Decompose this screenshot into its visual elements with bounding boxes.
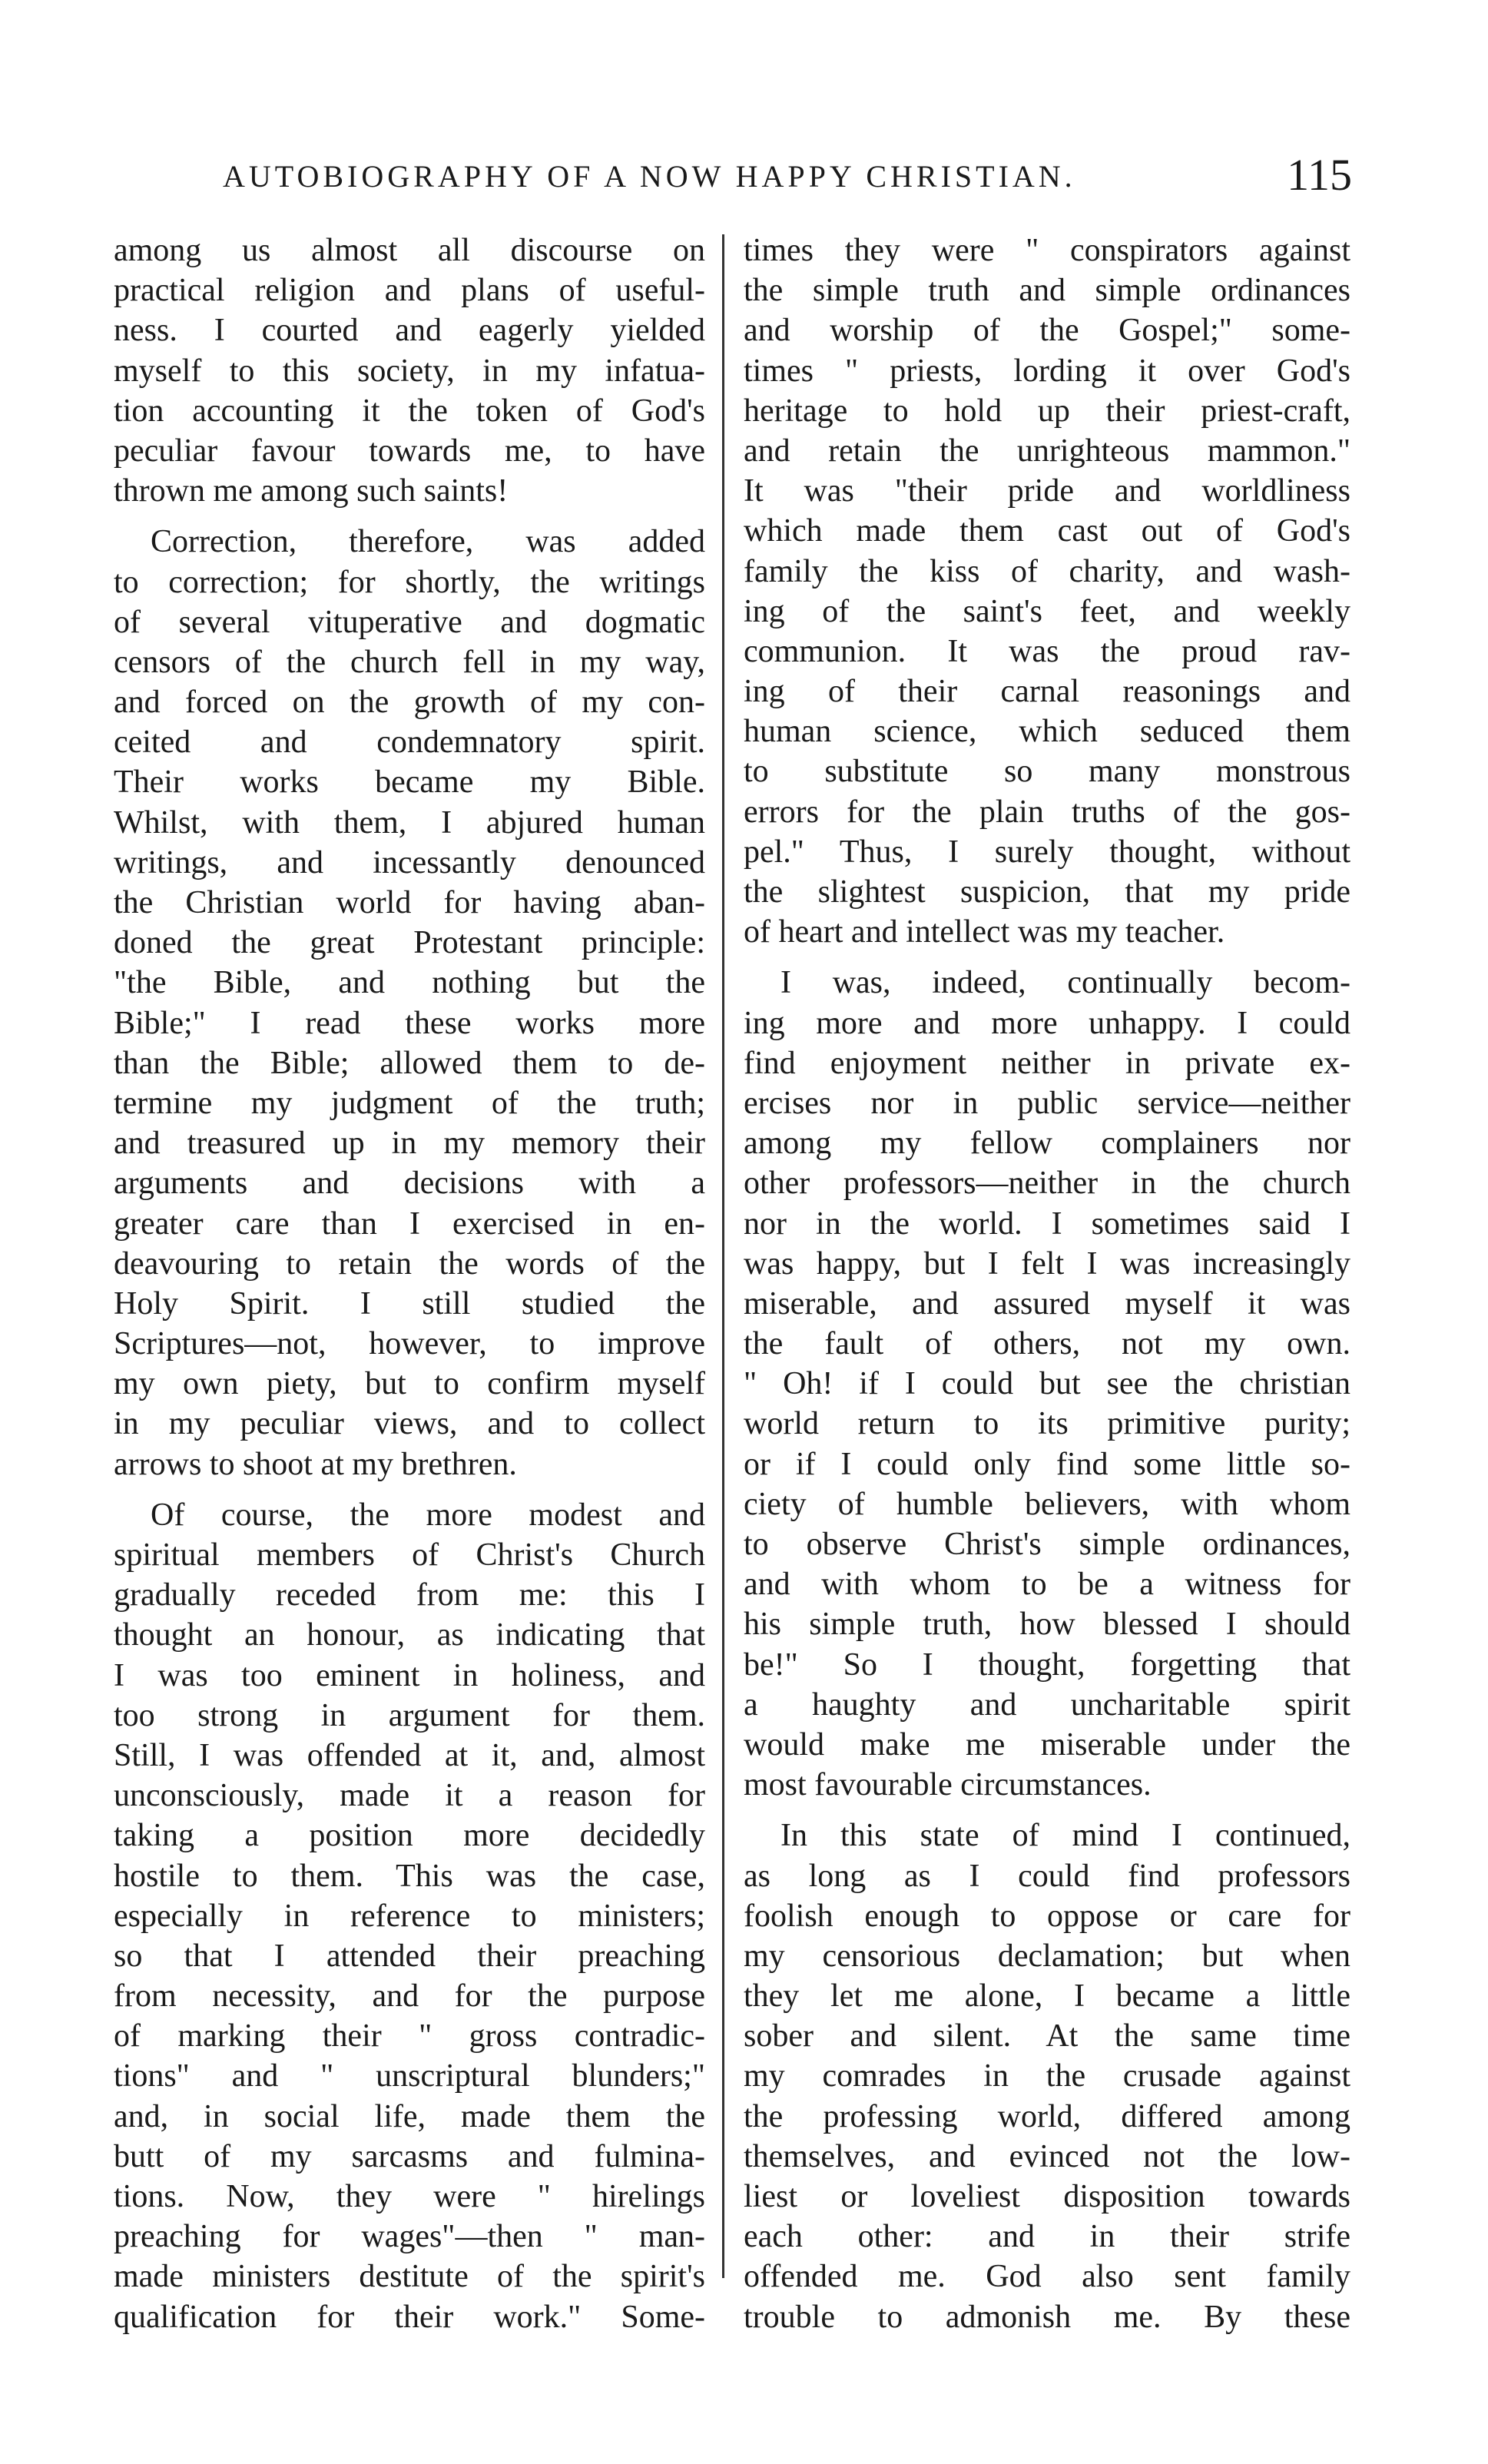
text-line: or if I could only find some little so- [744, 1446, 1350, 1482]
text-line: than the Bible; allowed them to de- [114, 1045, 705, 1081]
text-line: of marking their " gross contradic- [114, 2018, 705, 2054]
text-line: my censorious declamation; but when [744, 1938, 1350, 1974]
text-line: a haughty and uncharitable spirit [744, 1686, 1350, 1723]
text-line: In this state of mind I continued, [780, 1818, 1350, 1854]
text-line: taking a position more decidedly [114, 1818, 705, 1854]
text-line: thought an honour, as indicating that [114, 1617, 705, 1653]
text-line: to correction; for shortly, the writings [114, 564, 705, 600]
text-line: spiritual members of Christ's Church [114, 1537, 705, 1573]
text-line: offended me. God also sent family [744, 2259, 1350, 2295]
text-line: gradually receded from me: this I [114, 1577, 705, 1613]
text-line: especially in reference to ministers; [114, 1898, 705, 1934]
text-line: Bible;" I read these works more [114, 1005, 705, 1041]
text-line: made ministers destitute of the spirit's [114, 2259, 705, 2295]
text-line: they let me alone, I became a little [744, 1978, 1350, 2015]
text-line: Scriptures—not, however, to improve [114, 1326, 705, 1362]
text-line: in my peculiar views, and to collect [114, 1406, 705, 1442]
running-header [223, 150, 1352, 215]
text-line: to substitute so many monstrous [744, 754, 1350, 790]
text-line: ceited and condemnatory spirit. [114, 725, 705, 761]
text-line: nor in the world. I sometimes said I [744, 1205, 1350, 1242]
text-line: and worship of the Gospel;" some- [744, 313, 1350, 349]
text-line: liest or loveliest disposition towards [744, 2179, 1350, 2214]
text-line: I was, indeed, continually becom- [780, 965, 1350, 1001]
text-line: Correction, therefore, was added [151, 524, 705, 560]
text-line: and with whom to be a witness for [744, 1567, 1350, 1603]
text-line: among us almost all discourse on [114, 233, 705, 268]
text-line: unconsciously, made it a reason for [114, 1778, 705, 1814]
text-line: Still, I was offended at it, and, almost [114, 1737, 705, 1773]
text-line: preaching for wages"—then " man- [114, 2219, 705, 2255]
text-line: of several vituperative and dogmatic [114, 604, 705, 640]
text-line: themselves, and evinced not the low- [744, 2138, 1350, 2174]
text-line: I was too eminent in holiness, and [114, 1657, 705, 1693]
text-line: of heart and intellect was my teacher. [744, 914, 1225, 950]
text-line: was happy, but I felt I was increasingly [744, 1245, 1350, 1282]
text-line: world return to its primitive purity; [744, 1406, 1350, 1442]
text-line: ness. I courted and eagerly yielded [114, 313, 705, 349]
text-line: deavouring to retain the words of the [114, 1245, 705, 1282]
text-line: times " priests, lording it over God's [744, 353, 1350, 389]
text-line: from necessity, and for the purpose [114, 1978, 705, 2015]
text-line: Holy Spirit. I still studied the [114, 1285, 705, 1322]
text-line: and forced on the growth of my con- [114, 685, 705, 721]
text-line: Of course, the more modest and [151, 1497, 705, 1533]
text-line: the professing world, differed among [744, 2098, 1350, 2134]
text-line: Their works became my Bible. [114, 764, 705, 801]
text-line: each other: and in their strife [744, 2219, 1350, 2255]
text-line: too strong in argument for them. [114, 1697, 705, 1733]
text-line: miserable, and assured myself it was [744, 1285, 1350, 1322]
text-line: doned the great Protestant principle: [114, 925, 705, 961]
text-line: family the kiss of charity, and wash- [744, 553, 1350, 589]
text-line: greater care than I exercised in en- [114, 1205, 705, 1242]
column-divider [722, 234, 724, 2278]
text-line: my comrades in the crusade against [744, 2058, 1350, 2094]
text-line: and treasured up in my memory their [114, 1126, 705, 1162]
text-line: ing more and more unhappy. I could [744, 1005, 1350, 1041]
text-line: among my fellow complainers nor [744, 1126, 1350, 1162]
text-line: qualification for their work." Some- [114, 2299, 705, 2335]
text-line: times they were " conspirators against [744, 233, 1350, 268]
text-line: "the Bible, and nothing but the [114, 965, 705, 1001]
text-line: myself to this society, in my infatua- [114, 353, 705, 389]
text-line: so that I attended their preaching [114, 1938, 705, 1974]
page-number: 115 [1287, 150, 1352, 200]
text-line: hostile to them. This was the case, [114, 1858, 705, 1894]
text-line: and, in social life, made them the [114, 2098, 705, 2134]
text-line: the simple truth and simple ordinances [744, 273, 1350, 309]
text-line: writings, and incessantly denounced [114, 844, 705, 880]
text-line: ing of their carnal reasonings and [744, 674, 1350, 710]
text-line: ing of the saint's feet, and weekly [744, 593, 1350, 629]
text-line: arrows to shoot at my brethren. [114, 1446, 517, 1482]
text-line: trouble to admonish me. By these [744, 2299, 1350, 2335]
text-line: peculiar favour towards me, to have [114, 433, 705, 469]
text-line: which made them cast out of God's [744, 513, 1350, 549]
text-line: as long as I could find professors [744, 1858, 1350, 1894]
text-line: the fault of others, not my own. [744, 1326, 1350, 1362]
text-line: the Christian world for having aban- [114, 885, 705, 920]
text-line: the slightest suspicion, that my pride [744, 874, 1350, 910]
running-title: AUTOBIOGRAPHY OF A NOW HAPPY CHRISTIAN. [223, 159, 1076, 194]
text-line: other professors—neither in the church [744, 1166, 1350, 1202]
text-line: find enjoyment neither in private ex- [744, 1045, 1350, 1081]
text-line: arguments and decisions with a [114, 1166, 705, 1202]
text-line: " Oh! if I could but see the christian [744, 1366, 1350, 1402]
text-line: censors of the church fell in my way, [114, 644, 705, 680]
text-line: practical religion and plans of useful- [114, 273, 705, 309]
text-line: and retain the unrighteous mammon." [744, 433, 1350, 469]
text-line: human science, which seduced them [744, 714, 1350, 750]
text-line: his simple truth, how blessed I should [744, 1607, 1350, 1643]
text-line: termine my judgment of the truth; [114, 1085, 705, 1121]
text-line: Whilst, with them, I abjured human [114, 804, 705, 841]
text-line: It was "their pride and worldliness [744, 473, 1350, 509]
text-line: tions" and " unscriptural blunders;" [114, 2058, 705, 2094]
text-line: ercises nor in public service—neither [744, 1085, 1350, 1121]
text-line: heritage to hold up their priest-craft, [744, 393, 1350, 429]
text-line: sober and silent. At the same time [744, 2018, 1350, 2054]
text-line: errors for the plain truths of the gos- [744, 794, 1350, 830]
text-line: would make me miserable under the [744, 1726, 1350, 1763]
text-line: butt of my sarcasms and fulmina- [114, 2138, 705, 2174]
text-line: tions. Now, they were " hirelings [114, 2179, 705, 2214]
text-line: my own piety, but to confirm myself [114, 1366, 705, 1402]
text-line: foolish enough to oppose or care for [744, 1898, 1350, 1934]
text-line: ciety of humble believers, with whom [744, 1486, 1350, 1522]
text-line: most favourable circumstances. [744, 1767, 1152, 1803]
text-line: pel." Thus, I surely thought, without [744, 834, 1350, 870]
text-line: thrown me among such saints! [114, 473, 509, 509]
text-line: be!" So I thought, forgetting that [744, 1647, 1350, 1683]
right-text-column [744, 230, 1350, 2382]
left-text-column [114, 230, 705, 2382]
text-line: communion. It was the proud rav- [744, 633, 1350, 669]
text-line: tion accounting it the token of God's [114, 393, 705, 429]
text-line: to observe Christ's simple ordinances, [744, 1527, 1350, 1562]
